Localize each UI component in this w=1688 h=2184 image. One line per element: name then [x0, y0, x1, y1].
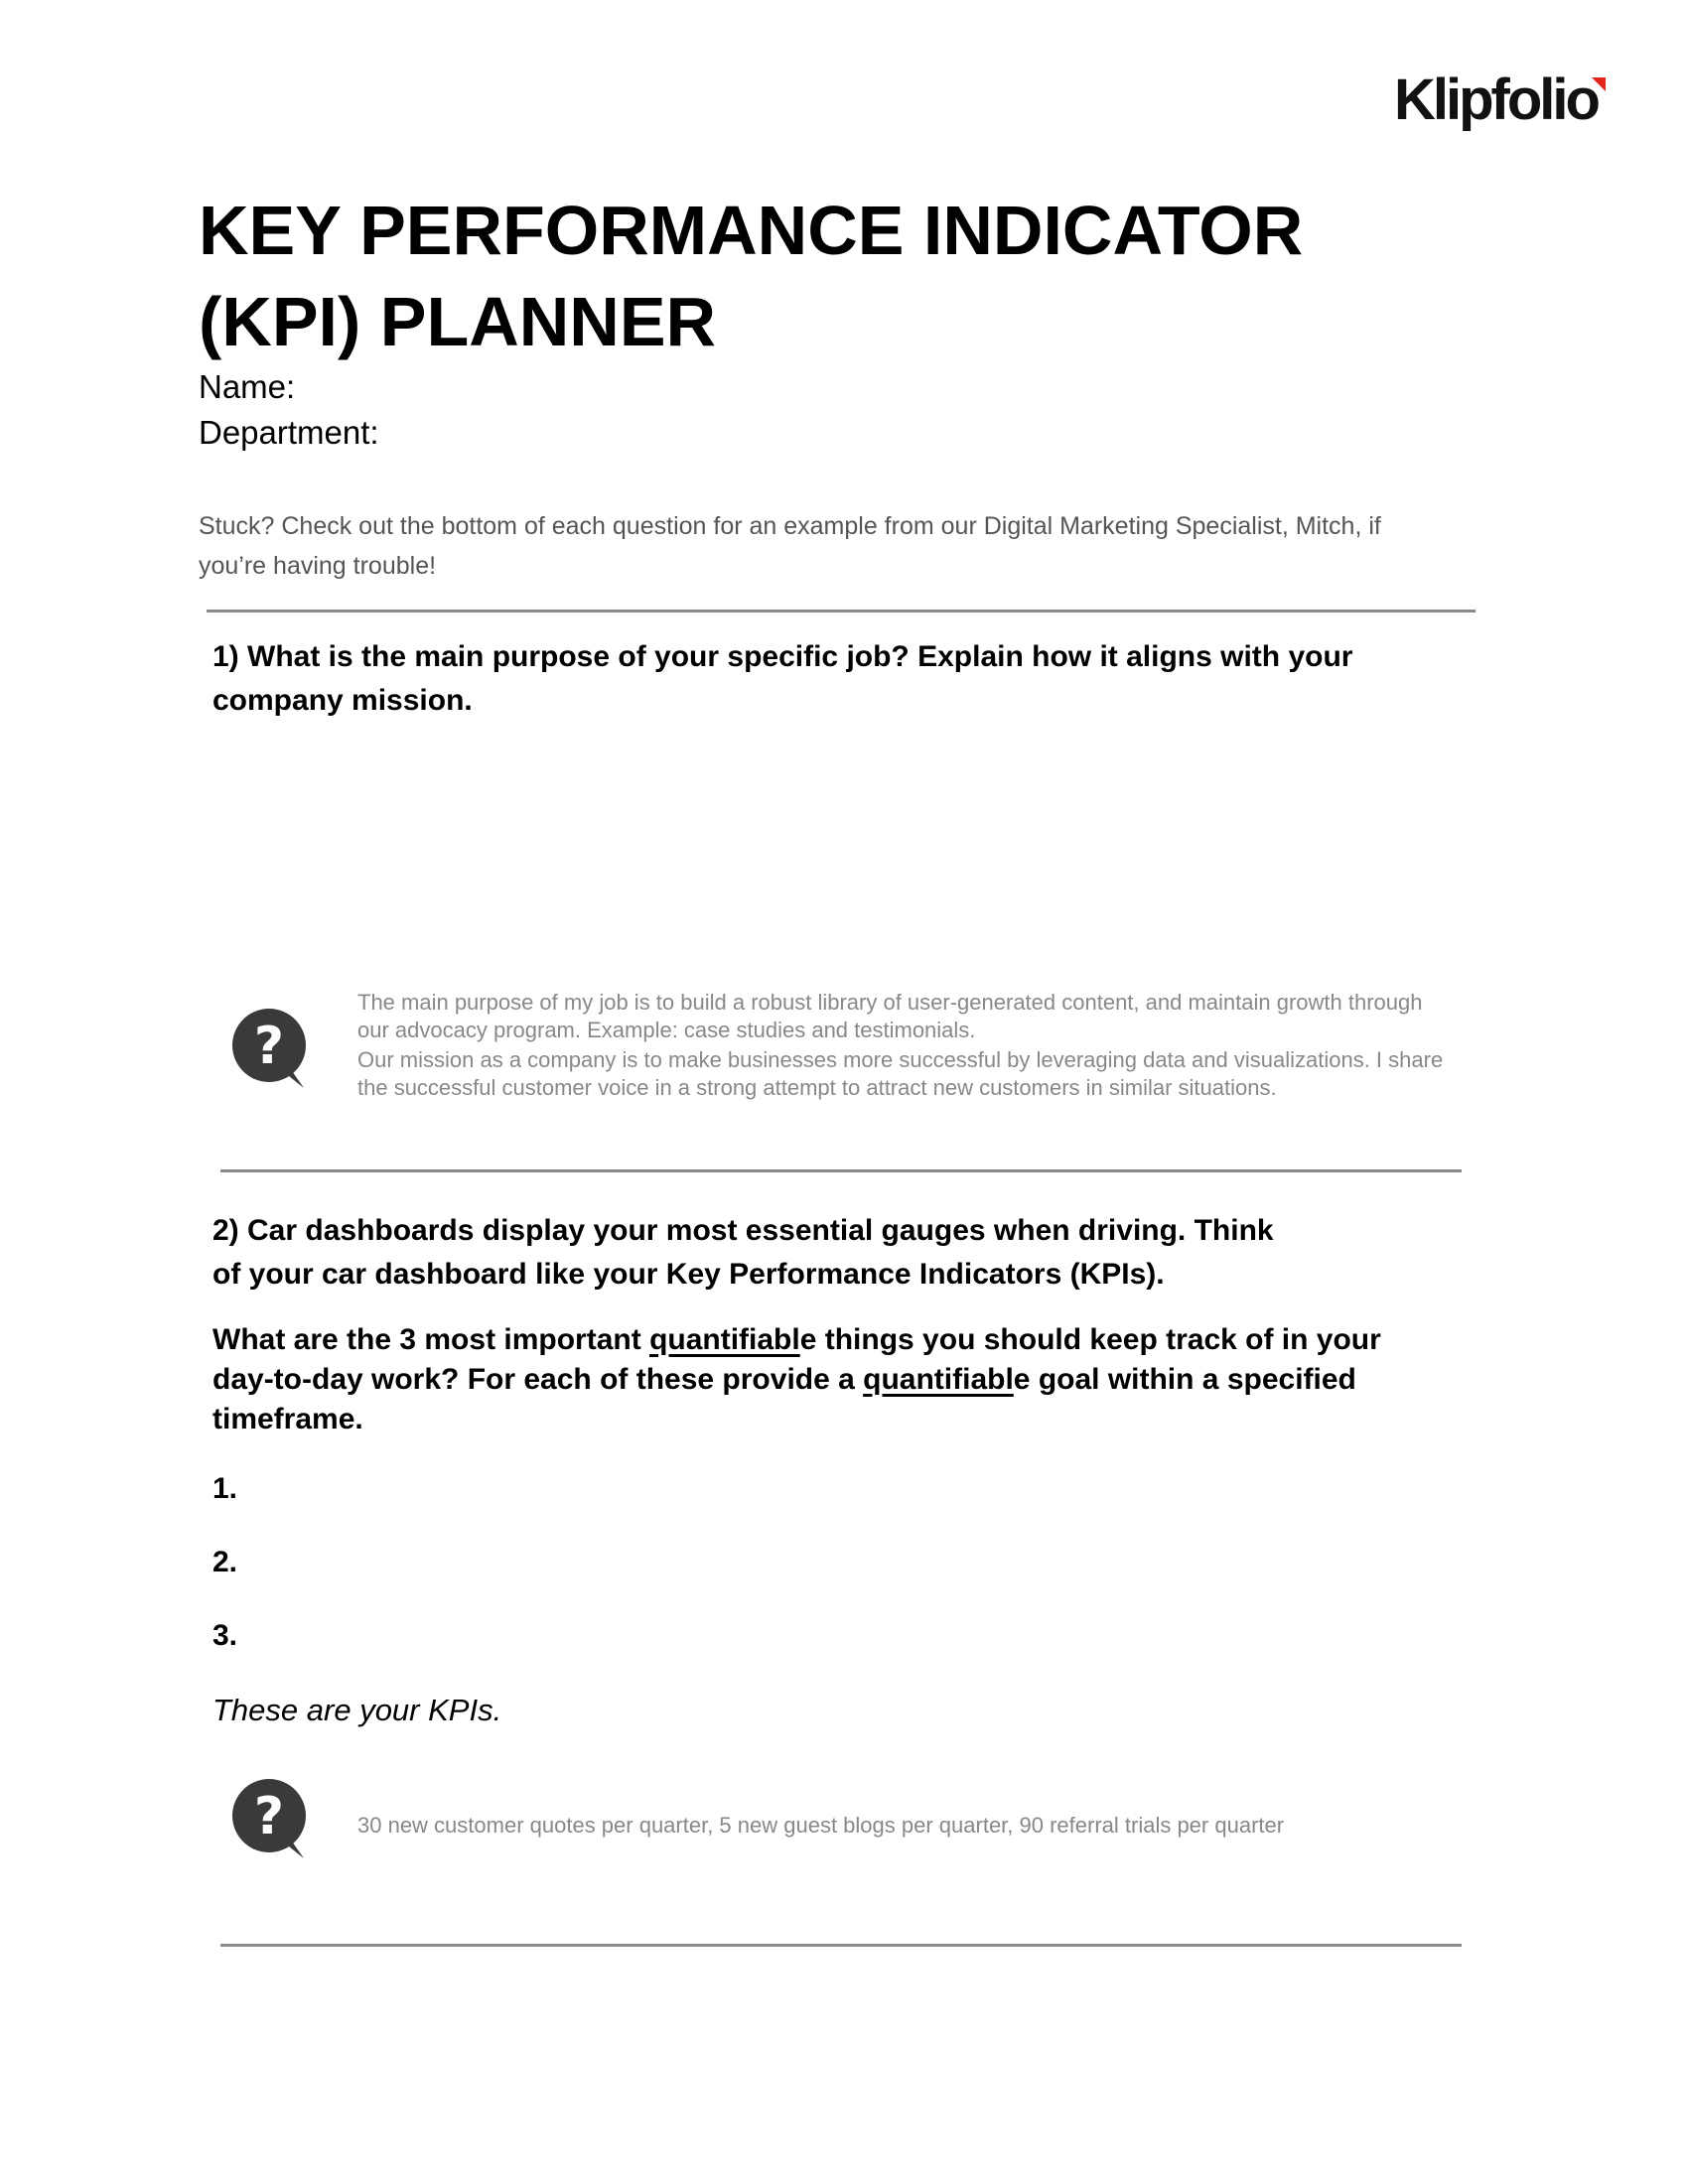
kpi-item-1: 1. — [212, 1472, 238, 1505]
section-divider — [220, 1169, 1462, 1172]
svg-text:?: ? — [253, 1787, 285, 1846]
question-2-prompt-part-1: What are the 3 most important — [212, 1323, 650, 1356]
question-1-example-paragraph-1: The main purpose of my job is to build a robust library of user-generated content, and maintain growth through our advocacy program. Example: case studies and testimonials. — [357, 990, 1423, 1042]
logo-text: Klipfolio — [1394, 68, 1598, 132]
question-2-example: 30 new customer quotes per quarter, 5 new guest blogs per quarter, 90 referral trials per quarter — [357, 1813, 1285, 1838]
section-divider — [207, 610, 1476, 613]
intro-text: Stuck? Check out the bottom of each question for an example from our Digital Marketing Specialist, Mitch, if you’re having trouble! — [199, 512, 1381, 580]
question-1-text: 1) What is the main purpose of your specific job? Explain how it aligns with your company mission. — [212, 640, 1353, 717]
kpi-note: These are your KPIs. — [212, 1693, 502, 1727]
question-1-example — [357, 989, 1450, 1102]
question-bubble-icon — [232, 1009, 310, 1090]
logo-accent-flag — [1592, 77, 1606, 91]
question-2-intro — [212, 1209, 1434, 1297]
question-2-intro-line-1: 2) Car dashboards display your most essential gauges when driving. Think — [212, 1214, 1274, 1247]
question-bubble-icon — [232, 1779, 310, 1860]
kpi-item-2: 2. — [212, 1546, 238, 1578]
kpi-item-3: 3. — [212, 1619, 238, 1652]
quantifiable-underline-2: quantifiabl — [863, 1363, 1014, 1396]
question-2-prompt-part-2: e things you should keep track of in your day-to-day work? For each of these provide a — [212, 1323, 1381, 1396]
department-field-label: Department: — [199, 414, 379, 451]
question-2-prompt — [212, 1320, 1434, 1439]
klipfolio-logo — [1394, 68, 1598, 132]
page-title — [199, 185, 1489, 367]
page-title-line-1: KEY PERFORMANCE INDICATOR — [199, 192, 1304, 269]
svg-text:?: ? — [253, 1017, 285, 1076]
quantifiable-underline-1: quantifiabl — [649, 1323, 800, 1356]
question-1-example-paragraph-2: Our mission as a company is to make businesses more successful by leveraging data and visualizations. I share the successful customer voice in a strong attempt to attract new customers in similar situations. — [357, 1047, 1444, 1100]
question-2-prompt-part-3: e goal within a specified timeframe. — [212, 1363, 1356, 1435]
page-title-line-2: (KPI) PLANNER — [199, 283, 717, 360]
question-2-intro-line-2: of your car dashboard like your Key Performance Indicators (KPIs). — [212, 1258, 1165, 1291]
name-field-label: Name: — [199, 368, 296, 405]
section-divider — [220, 1944, 1462, 1947]
